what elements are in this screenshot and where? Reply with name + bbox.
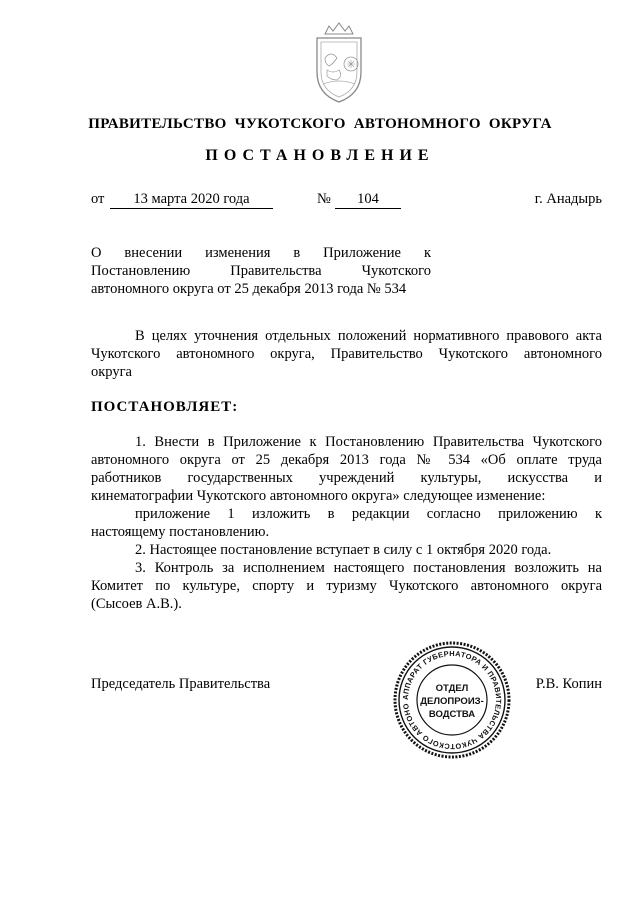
decrees-heading: ПОСТАНОВЛЯЕТ: (91, 399, 239, 415)
subject-line: Постановлению Правительства Чукотского (91, 263, 431, 279)
stamp-ring-text: АППАРАТ ГУБЕРНАТОРА И ПРАВИТЕЛЬСТВА ЧУКОТСКОГО АВТОНО (400, 648, 504, 752)
item-line: 2. Настоящее постановление вступает в силу с 1 октября 2020 года. (135, 542, 552, 558)
preamble-line: В целях уточнения отдельных положений нормативного правового акта (135, 328, 602, 344)
item-line: работников государственных учреждений культуры, искусства и (91, 470, 602, 486)
item-3-paragraph (91, 559, 602, 613)
number-label: № (317, 191, 331, 207)
round-stamp-icon (392, 640, 512, 760)
city-name: г. Анадырь (534, 191, 602, 207)
item-line: 1. Внести в Приложение к Постановлению Правительства Чукотского (135, 434, 602, 450)
item-line: настоящему постановлению. (91, 524, 270, 540)
signatory-position: Председатель Правительства (91, 676, 271, 692)
coat-of-arms-emblem (303, 20, 375, 106)
document-subject (91, 244, 431, 298)
chukotka-coat-of-arms-icon (303, 20, 375, 106)
subject-line: автономного округа от 25 декабря 2013 года № 534 (91, 281, 407, 297)
item-line: Комитет по культуре, спорту и туризму Чукотского автономного округа (91, 578, 602, 594)
item-line: (Сысоев А.В.). (91, 596, 182, 612)
item-1-sub-paragraph (91, 505, 602, 541)
item-line: кинематографии Чукотского автономного округа» следующее изменение: (91, 488, 546, 504)
stamp-center-line: ОТДЕЛ (435, 683, 469, 694)
document-number: 104 (335, 190, 401, 209)
item-line: автономного округа от 25 декабря 2013 года № 534 «Об оплате труда (91, 452, 602, 468)
preamble-line: округа (91, 364, 132, 380)
stamp-center-line: ДЕЛОПРОИЗ- (420, 696, 484, 707)
stamp-center-line: ВОДСТВА (428, 709, 476, 720)
date-prefix-label: от (91, 191, 105, 207)
office-stamp (392, 640, 512, 760)
subject-line: О внесении изменения в Приложение к (91, 245, 431, 261)
preamble-paragraph (91, 327, 602, 381)
item-2-paragraph (91, 541, 602, 559)
document-type-title: ПОСТАНОВЛЕНИЕ (205, 147, 435, 164)
item-1-paragraph (91, 433, 602, 505)
item-line: приложение 1 изложить в редакции согласно приложению к (135, 506, 602, 522)
preamble-line: Чукотского автономного округа, Правительство Чукотского автономного (91, 346, 602, 362)
government-title: ПРАВИТЕЛЬСТВО ЧУКОТСКОГО АВТОНОМНОГО ОКРУГА (88, 116, 552, 132)
document-date: 13 марта 2020 года (110, 190, 273, 209)
item-line: 3. Контроль за исполнением настоящего постановления возложить на (135, 560, 602, 576)
signatory-name: Р.В. Копин (535, 676, 602, 692)
